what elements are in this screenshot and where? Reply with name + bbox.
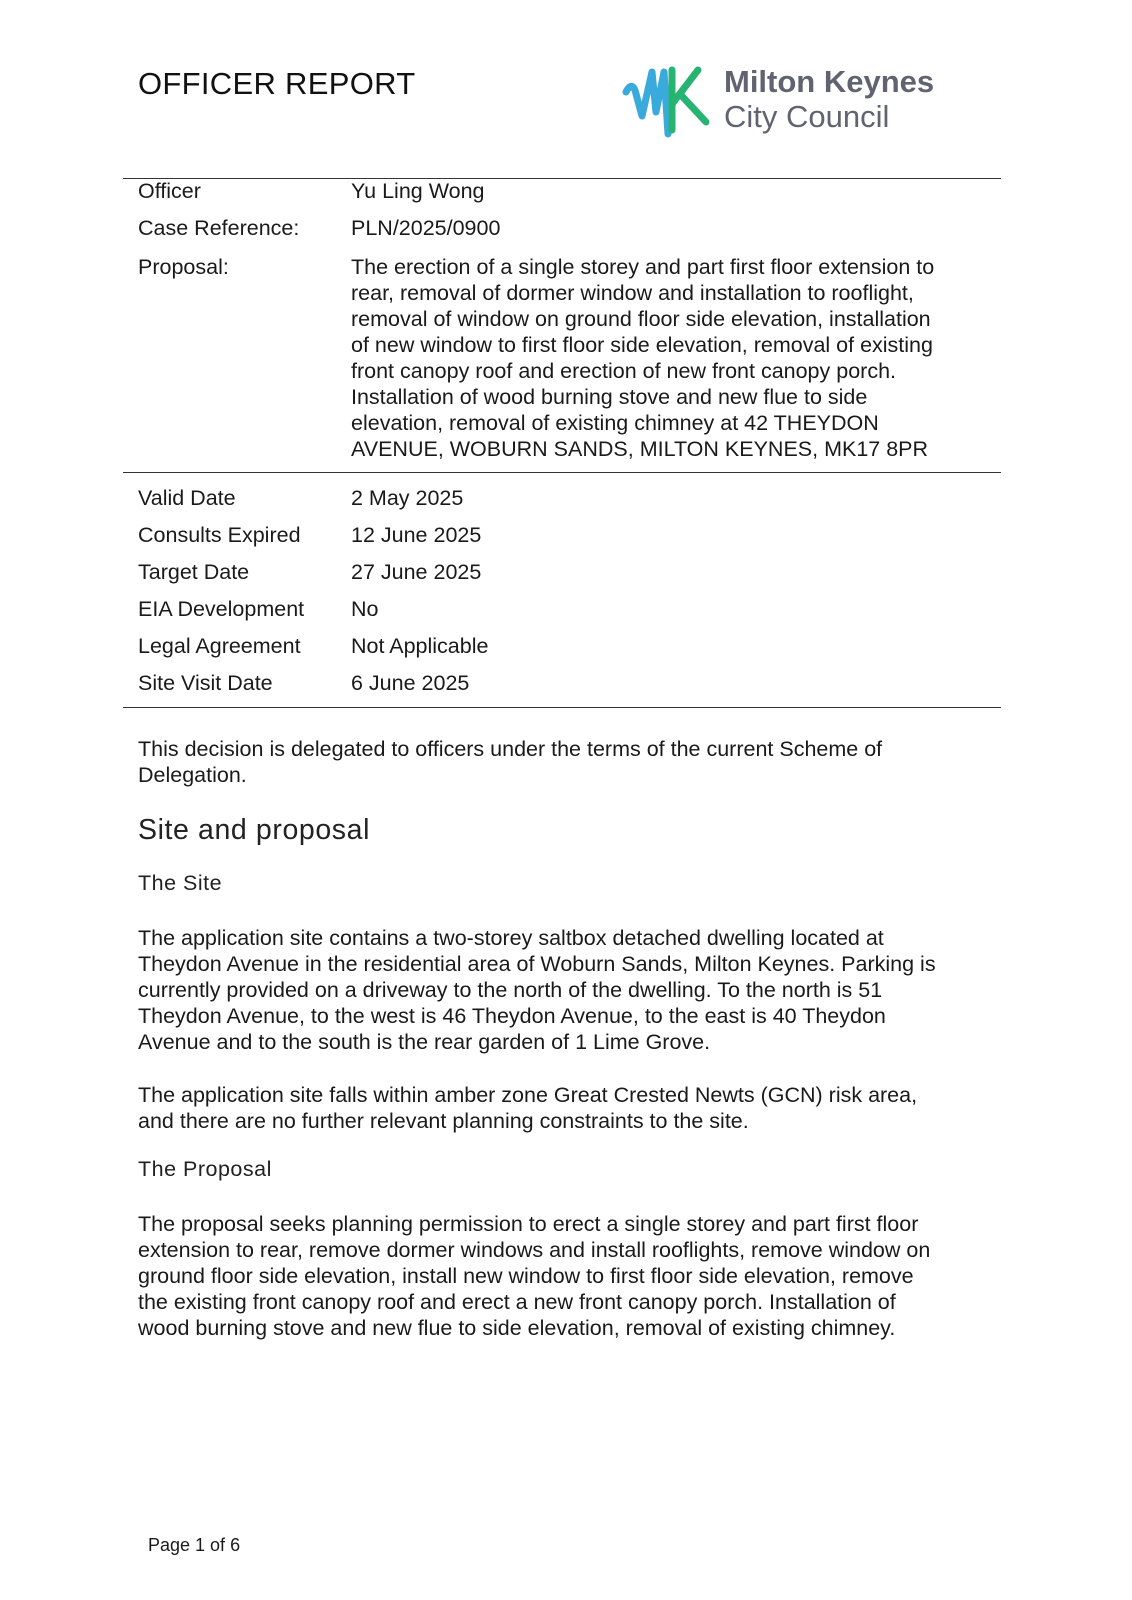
- page-number: Page 1 of 6: [148, 1535, 241, 1555]
- eia-development-label: EIA Development: [138, 597, 305, 621]
- proposal-line: rear, removal of dormer window and installation to rooflight,: [351, 281, 914, 305]
- consults-expired-value: 12 June 2025: [351, 523, 482, 547]
- proposal-paragraph: [138, 1211, 1008, 1341]
- paragraph-line: The application site falls within amber zone Great Crested Newts (GCN) risk area,: [138, 1083, 918, 1107]
- mk-logo-mark-icon: [620, 64, 720, 142]
- proposal-line: Installation of wood burning stove and new flue to side: [351, 385, 868, 409]
- proposal-value: [351, 254, 991, 462]
- site-paragraph: [138, 925, 1008, 1055]
- case-reference-label: Case Reference:: [138, 216, 300, 240]
- paragraph-line: extension to rear, remove dormer windows and install rooflights, remove window on: [138, 1238, 931, 1262]
- consults-expired-label: Consults Expired: [138, 523, 301, 547]
- valid-date-value: 2 May 2025: [351, 486, 464, 510]
- table-middle-rule: [123, 472, 1001, 473]
- proposal-label: Proposal:: [138, 255, 229, 279]
- paragraph-line: ground floor side elevation, install new window to first floor side elevation, remove: [138, 1264, 914, 1288]
- council-logo: [620, 64, 1000, 144]
- paragraph-line: Theydon Avenue in the residential area of Woburn Sands, Milton Keynes. Parking is: [138, 952, 936, 976]
- logo-line-milton-keynes: Milton Keynes: [724, 64, 935, 99]
- the-site-heading: The Site: [138, 871, 223, 895]
- table-bottom-rule: [123, 707, 1001, 708]
- paragraph-line: Avenue and to the south is the rear garden of 1 Lime Grove.: [138, 1030, 711, 1054]
- target-date-value: 27 June 2025: [351, 560, 482, 584]
- paragraph-line: currently provided on a driveway to the north of the dwelling. To the north is 51: [138, 978, 883, 1002]
- case-reference-value: PLN/2025/0900: [351, 216, 501, 240]
- proposal-line: front canopy roof and erection of new front canopy porch.: [351, 359, 896, 383]
- delegation-paragraph: [138, 736, 1008, 788]
- proposal-line: removal of window on ground floor side elevation, installation: [351, 307, 931, 331]
- paragraph-line: This decision is delegated to officers under the terms of the current Scheme of: [138, 737, 883, 761]
- paragraph-line: the existing front canopy roof and erect a new front canopy porch. Installation of: [138, 1290, 896, 1314]
- site-and-proposal-heading: Site and proposal: [138, 814, 371, 846]
- target-date-label: Target Date: [138, 560, 250, 584]
- proposal-line: AVENUE, WOBURN SANDS, MILTON KEYNES, MK17 8PR: [351, 437, 929, 461]
- legal-agreement-value: Not Applicable: [351, 634, 489, 658]
- logo-wordmark: [724, 66, 934, 132]
- paragraph-line: wood burning stove and new flue to side elevation, removal of existing chimney.: [138, 1316, 896, 1340]
- proposal-line: elevation, removal of existing chimney at 42 THEYDON: [351, 411, 879, 435]
- logo-line-city-council: City Council: [724, 99, 890, 134]
- paragraph-line: and there are no further relevant planning constraints to the site.: [138, 1109, 749, 1133]
- table-top-rule: [123, 178, 1001, 179]
- constraints-paragraph: [138, 1082, 1008, 1134]
- site-visit-date-value: 6 June 2025: [351, 671, 470, 695]
- the-proposal-heading: The Proposal: [138, 1157, 272, 1181]
- officer-label: Officer: [138, 179, 201, 203]
- paragraph-line: The application site contains a two-storey saltbox detached dwelling located at: [138, 926, 884, 950]
- site-visit-date-label: Site Visit Date: [138, 671, 273, 695]
- proposal-line: of new window to first floor side elevation, removal of existing: [351, 333, 933, 357]
- eia-development-value: No: [351, 597, 379, 621]
- officer-value: Yu Ling Wong: [351, 179, 485, 203]
- paragraph-line: The proposal seeks planning permission to erect a single storey and part first floor: [138, 1212, 919, 1236]
- proposal-line: The erection of a single storey and part first floor extension to: [351, 255, 935, 279]
- paragraph-line: Theydon Avenue, to the west is 46 Theydon Avenue, to the east is 40 Theydon: [138, 1004, 886, 1028]
- valid-date-label: Valid Date: [138, 486, 236, 510]
- paragraph-line: Delegation.: [138, 763, 247, 787]
- report-title: OFFICER REPORT: [138, 66, 416, 101]
- legal-agreement-label: Legal Agreement: [138, 634, 301, 658]
